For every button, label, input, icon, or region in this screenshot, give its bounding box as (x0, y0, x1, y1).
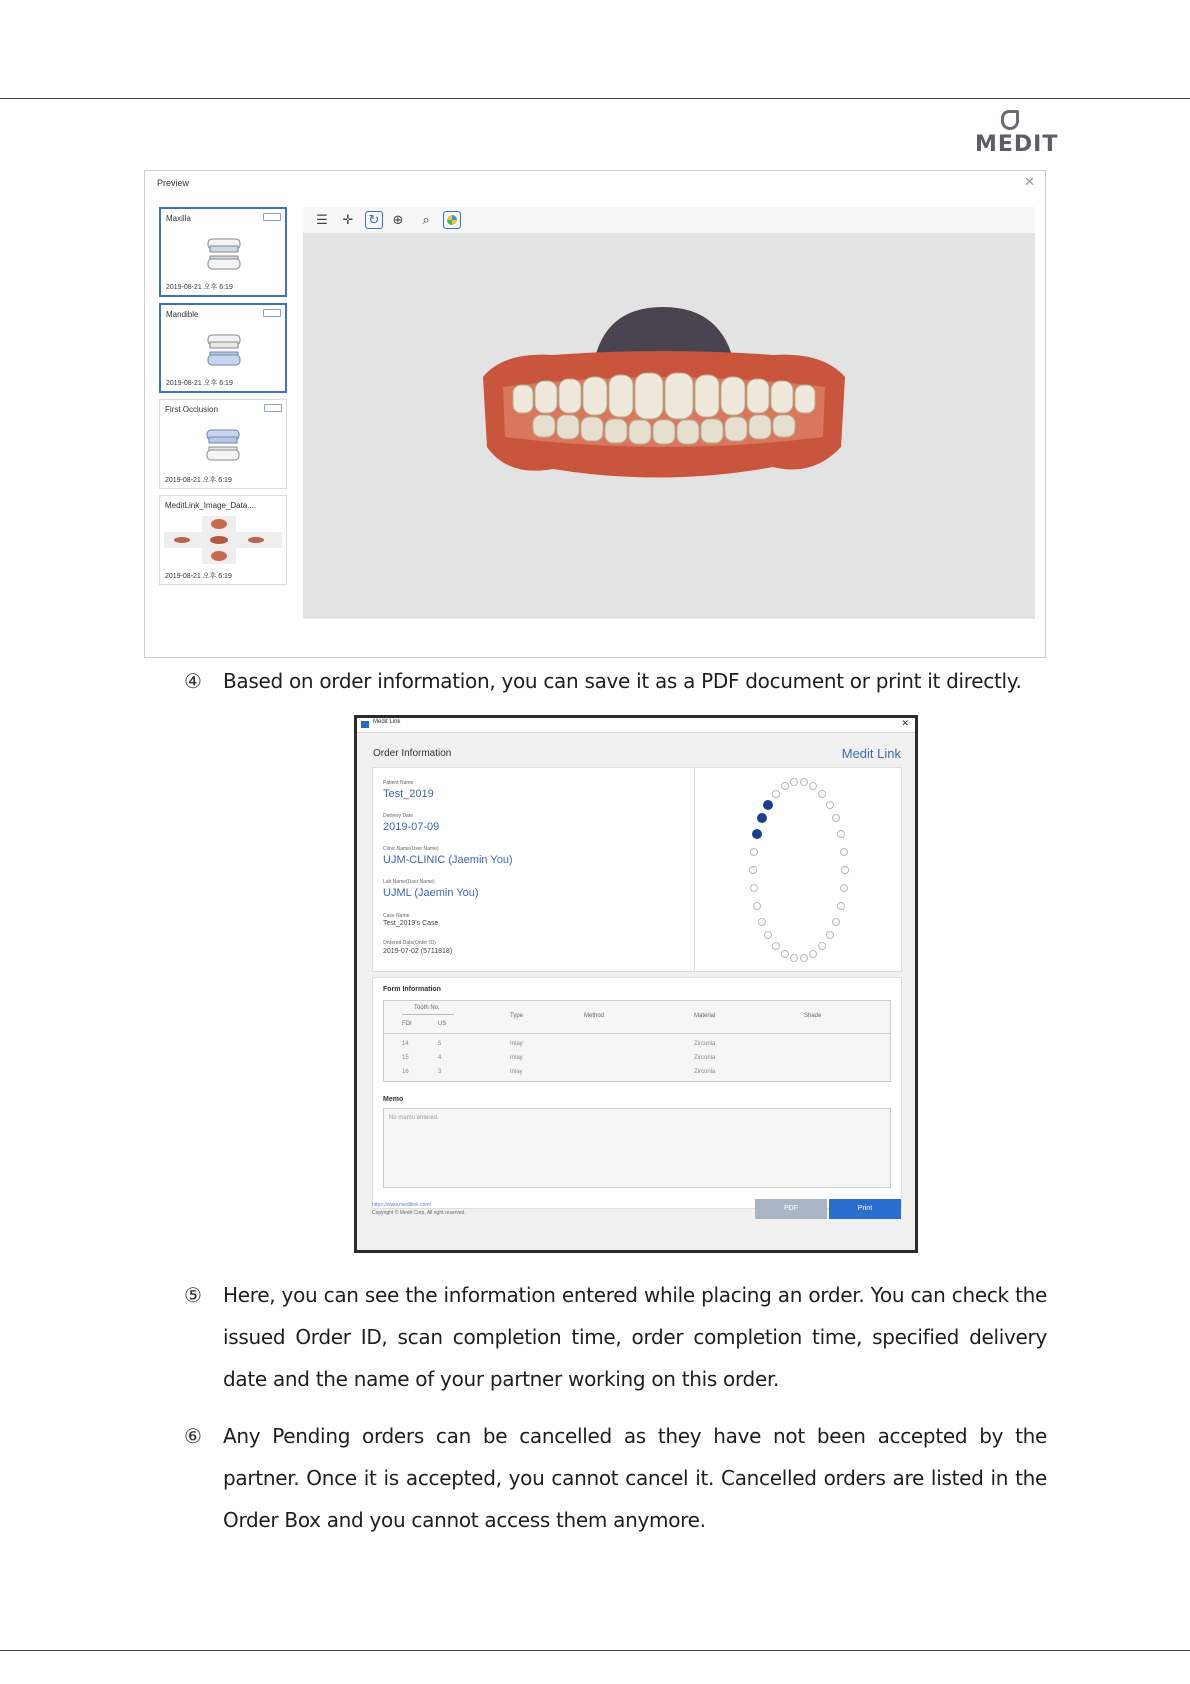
zoom-fit-icon[interactable]: ⌕ (422, 212, 430, 227)
brand-label: Medit Link (841, 746, 901, 761)
tooth-32[interactable] (809, 950, 817, 958)
tooth-47[interactable] (750, 884, 758, 892)
tooth-13[interactable] (772, 790, 780, 798)
step-number: ⑤ (184, 1283, 202, 1307)
zoom-in-icon[interactable]: ⊕ (392, 212, 404, 227)
header-rule (384, 1033, 890, 1034)
header-divider (402, 1014, 454, 1015)
col-fdi: FDI (402, 1021, 412, 1027)
step-number: ④ (184, 669, 202, 693)
step-text: Here, you can see the information entered while placing an order. You can check the issued Order ID, scan completion time, order completion time, specified delivery date and the name of your partner working on this order. (223, 1283, 1047, 1391)
thumbnail-toggle-icon[interactable] (263, 309, 281, 317)
tooth-21[interactable] (800, 778, 808, 786)
3d-viewport[interactable] (303, 207, 1035, 619)
close-icon[interactable]: ✕ (1024, 174, 1035, 189)
footer-copyright: Copyright © Medit Corp. All right reserved. (372, 1210, 466, 1216)
col-material: Material (694, 1013, 716, 1019)
cell-fdi: 16 (402, 1069, 409, 1075)
thumbnail-date: 2019-08-21 오후 6:19 (165, 477, 232, 484)
tooth-45[interactable] (758, 918, 766, 926)
delivery-date: 2019-07-09 (383, 821, 440, 833)
tooth-41[interactable] (790, 954, 798, 962)
tooth-14[interactable] (763, 800, 773, 810)
medit-logo (975, 110, 1059, 157)
print-button[interactable]: Print (829, 1199, 901, 1219)
tooth-15[interactable] (757, 813, 767, 823)
cell-us: 5 (438, 1041, 442, 1047)
thumbnail-label: MeditLink_Image_Data.... (165, 501, 257, 510)
medit-logo-icon (1001, 110, 1019, 130)
form-title: Form Information (383, 986, 441, 993)
tooth-chart (695, 768, 903, 973)
col-tooth-no: Tooth No. (414, 1005, 440, 1011)
tooth-38[interactable] (841, 866, 849, 874)
tooth-25[interactable] (832, 814, 840, 822)
tooth-27[interactable] (840, 848, 848, 856)
jaw-model-icon (206, 237, 242, 271)
step-text: Based on order information, you can save it as a PDF document or print it directly. (223, 669, 1022, 693)
order-details-panel (372, 767, 695, 972)
tooth-42[interactable] (781, 950, 789, 958)
step-text: Any Pending orders can be cancelled as they have not been accepted by the partner. Once it is accepted, you cannot cancel it. Cancelled orders are listed in the Order Box and you cannot access them anymore. (223, 1424, 1047, 1532)
preview-window (144, 170, 1046, 658)
cell-material: Zirconia (694, 1041, 716, 1047)
rotate-icon[interactable]: ↻ (365, 211, 383, 229)
logo-text: MEDIT (975, 132, 1059, 157)
cell-type: Inlay (510, 1055, 523, 1061)
cell-fdi: 14 (402, 1041, 409, 1047)
field-label: Clinic Name(User Name) (383, 846, 439, 852)
settings-icon[interactable]: ☰ (316, 212, 328, 227)
clinic-name: UJM-CLINIC (Jaemin You) (383, 854, 513, 866)
col-method: Method (584, 1013, 605, 1019)
thumbnail-date: 2019-08-21 오후 6:19 (165, 573, 232, 580)
field-label: Ordered Date(Order ID) (383, 940, 436, 946)
cell-us: 3 (438, 1069, 442, 1075)
thumbnail-toggle-icon[interactable] (264, 404, 282, 412)
window-titlebar (357, 718, 915, 733)
col-shade: Shade (804, 1013, 822, 1019)
thumbnail-label: First Occlusion (165, 405, 218, 414)
pdf-button[interactable]: PDF (755, 1199, 827, 1219)
footer-link[interactable]: https://www.meditlink.com/ (372, 1202, 431, 1208)
cell-us: 4 (438, 1055, 442, 1061)
field-label: Lab Name(User Name) (383, 879, 435, 885)
thumbnail-image-data[interactable] (159, 495, 287, 585)
order-information-window (354, 715, 918, 1253)
close-icon[interactable]: ✕ (901, 718, 909, 728)
field-label: Patient Name (383, 780, 414, 786)
memo-box (383, 1108, 891, 1188)
tooth-44[interactable] (764, 931, 772, 939)
patient-name: Test_2019 (383, 788, 434, 800)
memo-title: Memo (383, 1096, 404, 1103)
tooth-35[interactable] (832, 918, 840, 926)
form-table (383, 1000, 891, 1082)
preview-title: Preview (157, 178, 190, 188)
dental-scan-model (473, 307, 853, 497)
field-label: Delivery Date (383, 813, 414, 819)
tooth-36[interactable] (837, 902, 845, 910)
memo-placeholder: No memo entered. (389, 1115, 439, 1121)
thumbnail-label: Maxilla (166, 214, 191, 223)
image-data-preview (164, 516, 282, 564)
thumbnail-label: Mandible (166, 310, 199, 319)
tooth-26[interactable] (837, 830, 845, 838)
tooth-37[interactable] (840, 884, 848, 892)
thumbnail-mandible[interactable] (159, 303, 287, 393)
cell-material: Zirconia (694, 1069, 716, 1075)
pan-icon[interactable]: ✛ (342, 212, 354, 227)
thumbnail-toggle-icon[interactable] (263, 213, 281, 221)
thumbnail-first-occlusion[interactable] (159, 399, 287, 489)
tooth-12[interactable] (781, 782, 789, 790)
cell-material: Zirconia (694, 1055, 716, 1061)
tooth-23[interactable] (818, 790, 826, 798)
form-panel (372, 977, 902, 1209)
tooth-48[interactable] (749, 866, 757, 874)
cell-fdi: 15 (402, 1055, 409, 1061)
tooth-11[interactable] (790, 778, 798, 786)
header-rule (0, 98, 1190, 99)
lab-name: UJML (Jaemin You) (383, 887, 479, 899)
tooth-22[interactable] (809, 782, 817, 790)
cell-type: Inlay (510, 1069, 523, 1075)
tooth-chart-panel (694, 767, 902, 972)
color-map-icon[interactable] (443, 211, 461, 229)
tooth-46[interactable] (753, 902, 761, 910)
tooth-43[interactable] (772, 942, 780, 950)
tooth-24[interactable] (826, 801, 834, 809)
case-name: Test_2019's Case (383, 920, 439, 927)
col-us: US (438, 1021, 447, 1027)
tooth-33[interactable] (818, 942, 826, 950)
thumbnail-maxilla[interactable] (159, 207, 287, 297)
viewer-toolbar (303, 207, 1035, 234)
ordered-date: 2019-07-02 (5711818) (383, 948, 453, 955)
thumbnail-date: 2019-08-21 오후 6:19 (166, 284, 233, 291)
tooth-31[interactable] (800, 954, 808, 962)
tooth-16[interactable] (752, 829, 762, 839)
tooth-17[interactable] (750, 848, 758, 856)
window-title: Medit Link (373, 719, 401, 725)
tooth-34[interactable] (826, 931, 834, 939)
app-icon (361, 721, 369, 728)
jaw-model-icon (206, 333, 242, 367)
field-label: Case Name (383, 913, 410, 919)
footer-rule (0, 1650, 1190, 1651)
cell-type: Inlay (510, 1041, 523, 1047)
col-type: Type (510, 1013, 524, 1019)
step-number: ⑥ (184, 1424, 202, 1448)
thumbnail-date: 2019-08-21 오후 6:19 (166, 380, 233, 387)
order-title: Order Information (373, 748, 452, 759)
jaw-model-icon (205, 428, 241, 462)
